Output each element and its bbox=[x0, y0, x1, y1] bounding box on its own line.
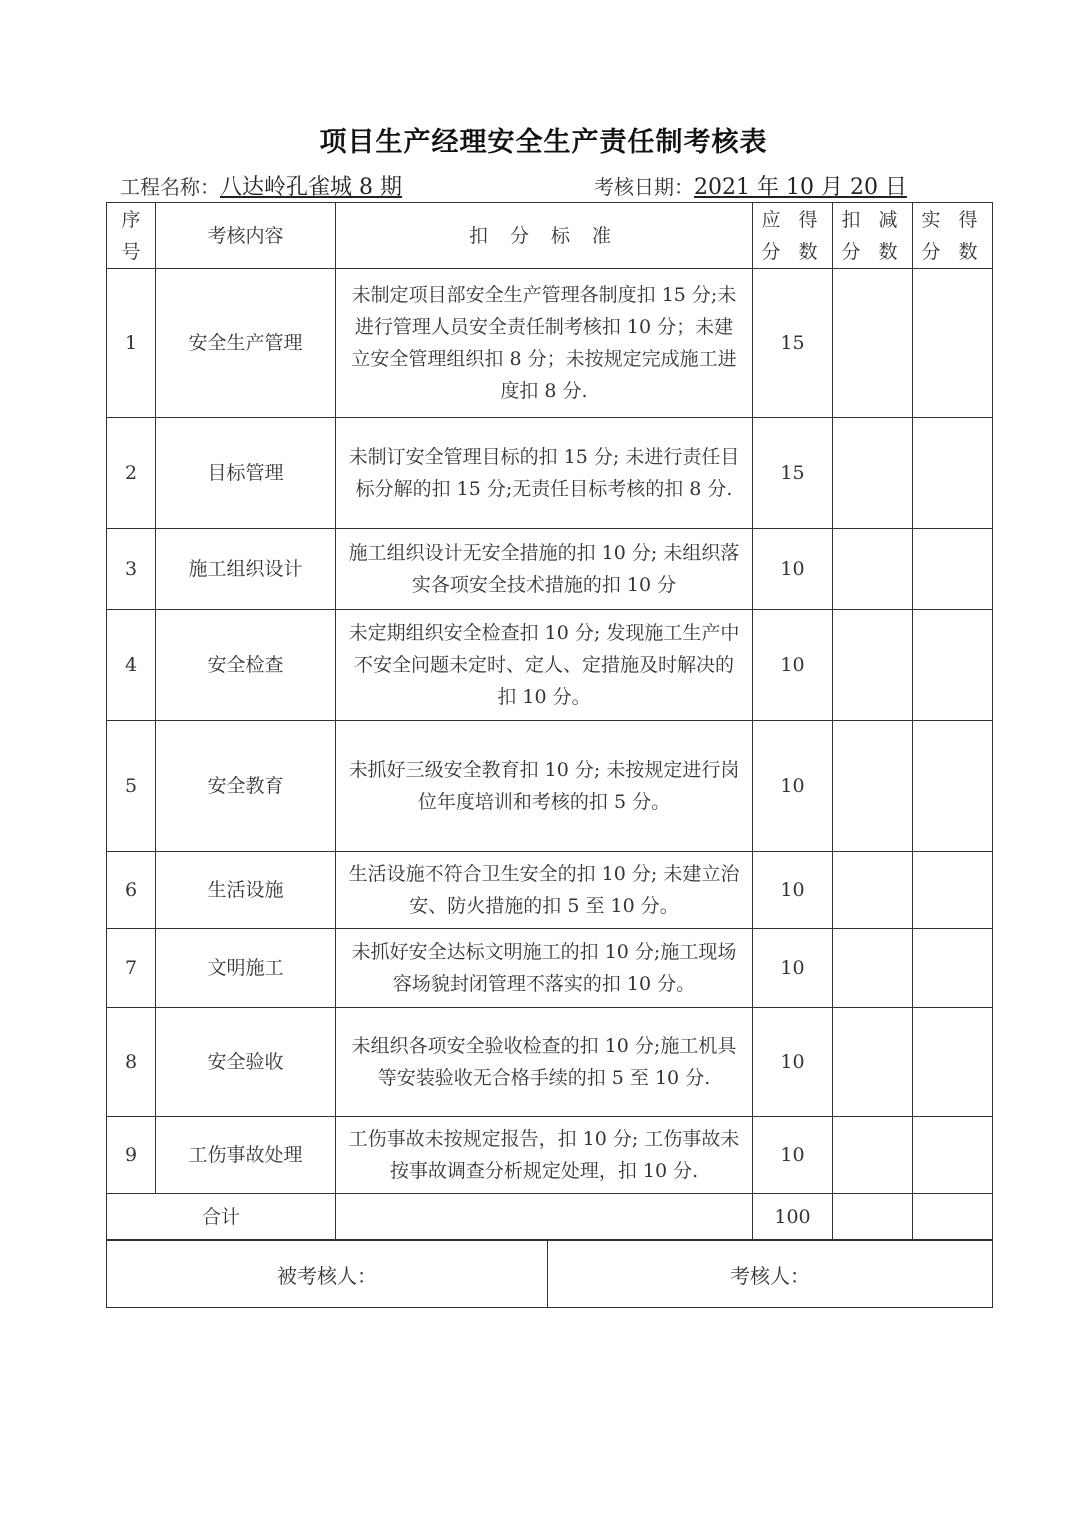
table-row bbox=[107, 929, 993, 1008]
row-standard: 工伤事故未按规定报告，扣 10 分; 工伤事故未按事故调查分析规定处理，扣 10 分. bbox=[336, 1117, 753, 1194]
total-should-score: 100 bbox=[753, 1194, 833, 1240]
row-standard: 未抓好三级安全教育扣 10 分; 未按规定进行岗位年度培训和考核的扣 5 分。 bbox=[336, 721, 753, 852]
row-actual-score[interactable] bbox=[913, 269, 993, 418]
row-deduct-score[interactable] bbox=[833, 929, 913, 1008]
total-deduct-score[interactable] bbox=[833, 1194, 913, 1240]
project-name-label: 工程名称： bbox=[120, 175, 220, 199]
header-actual-score: 实 得 分 数 bbox=[913, 203, 993, 269]
row-standard: 未制订安全管理目标的扣 15 分; 未进行责任目标分解的扣 15 分;无责任目标考核的扣 8 分. bbox=[336, 418, 753, 529]
project-name-line bbox=[120, 170, 402, 201]
row-deduct-score[interactable] bbox=[833, 721, 913, 852]
total-actual-score[interactable] bbox=[913, 1194, 993, 1240]
table-row bbox=[107, 1117, 993, 1194]
row-should-score: 10 bbox=[753, 852, 833, 929]
total-label: 合计 bbox=[107, 1194, 336, 1240]
row-seq: 3 bbox=[107, 529, 156, 610]
row-should-score: 15 bbox=[753, 269, 833, 418]
row-actual-score[interactable] bbox=[913, 1117, 993, 1194]
signature-table bbox=[106, 1240, 993, 1308]
signature-row bbox=[107, 1241, 993, 1308]
row-deduct-score[interactable] bbox=[833, 269, 913, 418]
table-row bbox=[107, 852, 993, 929]
row-actual-score[interactable] bbox=[913, 610, 993, 721]
header-deduct-score: 扣 减 分 数 bbox=[833, 203, 913, 269]
header-seq: 序 号 bbox=[107, 203, 156, 269]
table-header-row bbox=[107, 203, 993, 269]
row-deduct-score[interactable] bbox=[833, 610, 913, 721]
row-deduct-score[interactable] bbox=[833, 852, 913, 929]
row-should-score: 10 bbox=[753, 929, 833, 1008]
table-row bbox=[107, 1008, 993, 1117]
row-standard: 生活设施不符合卫生安全的扣 10 分; 未建立治安、防火措施的扣 5 至 10 分。 bbox=[336, 852, 753, 929]
row-seq: 6 bbox=[107, 852, 156, 929]
row-content: 文明施工 bbox=[156, 929, 336, 1008]
row-should-score: 10 bbox=[753, 529, 833, 610]
assessment-table bbox=[106, 202, 993, 1240]
total-standard bbox=[336, 1194, 753, 1240]
table-row bbox=[107, 529, 993, 610]
row-actual-score[interactable] bbox=[913, 721, 993, 852]
total-row bbox=[107, 1194, 993, 1240]
row-standard: 未抓好安全达标文明施工的扣 10 分;施工现场容场貌封闭管理不落实的扣 10 分。 bbox=[336, 929, 753, 1008]
row-should-score: 15 bbox=[753, 418, 833, 529]
row-should-score: 10 bbox=[753, 610, 833, 721]
row-should-score: 10 bbox=[753, 1117, 833, 1194]
row-seq: 7 bbox=[107, 929, 156, 1008]
row-seq: 1 bbox=[107, 269, 156, 418]
assessee-signature[interactable]: 被考核人： bbox=[107, 1241, 548, 1308]
table-row bbox=[107, 269, 993, 418]
row-standard: 未定期组织安全检查扣 10 分; 发现施工生产中不安全问题未定时、定人、定措施及时解决的扣 10 分。 bbox=[336, 610, 753, 721]
row-content: 安全验收 bbox=[156, 1008, 336, 1117]
header-content: 考核内容 bbox=[156, 203, 336, 269]
header-should-score: 应 得 分 数 bbox=[753, 203, 833, 269]
row-content: 安全教育 bbox=[156, 721, 336, 852]
table-row bbox=[107, 721, 993, 852]
header-standard: 扣 分 标 准 bbox=[336, 203, 753, 269]
row-actual-score[interactable] bbox=[913, 852, 993, 929]
row-standard: 未制定项目部安全生产管理各制度扣 15 分;未进行管理人员安全责任制考核扣 10 分；未建立安全管理组织扣 8 分；未按规定完成施工进度扣 8 分. bbox=[336, 269, 753, 418]
row-content: 工伤事故处理 bbox=[156, 1117, 336, 1194]
row-seq: 4 bbox=[107, 610, 156, 721]
row-content: 施工组织设计 bbox=[156, 529, 336, 610]
row-content: 安全检查 bbox=[156, 610, 336, 721]
table-row bbox=[107, 610, 993, 721]
row-standard: 未组织各项安全验收检查的扣 10 分;施工机具等安装验收无合格手续的扣 5 至 10 分. bbox=[336, 1008, 753, 1117]
row-deduct-score[interactable] bbox=[833, 1008, 913, 1117]
row-actual-score[interactable] bbox=[913, 529, 993, 610]
row-deduct-score[interactable] bbox=[833, 1117, 913, 1194]
row-seq: 9 bbox=[107, 1117, 156, 1194]
row-actual-score[interactable] bbox=[913, 929, 993, 1008]
page-title: 项目生产经理安全生产责任制考核表 bbox=[319, 127, 768, 158]
assessor-signature[interactable]: 考核人： bbox=[548, 1241, 993, 1308]
assessment-date-line bbox=[594, 170, 907, 201]
row-deduct-score[interactable] bbox=[833, 529, 913, 610]
row-standard: 施工组织设计无安全措施的扣 10 分; 未组织落实各项安全技术措施的扣 10 分 bbox=[336, 529, 753, 610]
row-seq: 5 bbox=[107, 721, 156, 852]
table-row bbox=[107, 418, 993, 529]
project-name-value: 八达岭孔雀城 8 期 bbox=[220, 175, 402, 200]
row-actual-score[interactable] bbox=[913, 418, 993, 529]
row-actual-score[interactable] bbox=[913, 1008, 993, 1117]
assessment-date-label: 考核日期： bbox=[594, 175, 694, 199]
row-seq: 8 bbox=[107, 1008, 156, 1117]
assessment-date-value: 2021 年 10 月 20 日 bbox=[694, 175, 907, 200]
row-content: 目标管理 bbox=[156, 418, 336, 529]
row-content: 安全生产管理 bbox=[156, 269, 336, 418]
row-should-score: 10 bbox=[753, 721, 833, 852]
row-content: 生活设施 bbox=[156, 852, 336, 929]
row-deduct-score[interactable] bbox=[833, 418, 913, 529]
row-should-score: 10 bbox=[753, 1008, 833, 1117]
row-seq: 2 bbox=[107, 418, 156, 529]
